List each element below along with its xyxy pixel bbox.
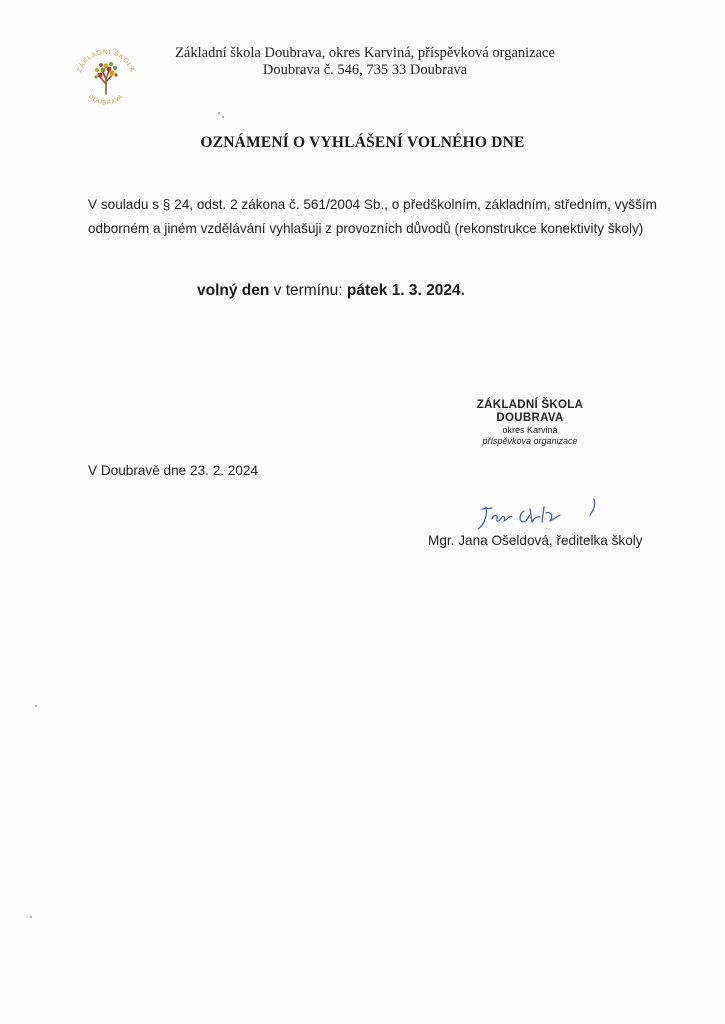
scan-speck — [35, 705, 37, 707]
signatory-name: Mgr. Jana Ošeldová, ředitelka školy — [428, 533, 643, 548]
logo-arc-text-top: ZÁKLADNÍ ŠKOLA — [76, 48, 136, 74]
svg-text:ZÁKLADNÍ ŠKOLA — [76, 47, 135, 73]
signature-icon — [470, 495, 610, 535]
scan-speck — [218, 112, 220, 114]
svg-text:DOUBRAVA — [87, 94, 125, 107]
scan-speck — [222, 116, 224, 118]
decree-term-label: v termínu: — [269, 282, 347, 299]
body-paragraph — [88, 193, 658, 241]
decree-line — [197, 282, 465, 300]
school-logo — [70, 44, 142, 110]
scan-speck — [30, 916, 32, 918]
stamp-line-2: DOUBRAVA — [496, 412, 564, 424]
logo-arc-text-bottom: DOUBRAVA — [87, 93, 125, 107]
header-school-name: Základní škola Doubrava, okres Karviná, příspěvková organizace — [175, 45, 555, 61]
stamp-line-4: příspěvková organizace — [482, 436, 578, 446]
decree-date: pátek 1. 3. 2024. — [346, 282, 465, 299]
school-header — [150, 45, 580, 79]
body-line-2: odborném a jiném vzdělávání vyhlašuji z provozních důvodů (rekonstrukce konektivity školy) — [88, 221, 644, 236]
document-title: OZNÁMENÍ O VYHLÁŠENÍ VOLNÉHO DNE — [200, 134, 525, 151]
header-school-address: Doubrava č. 546, 735 33 Doubrava — [262, 62, 468, 78]
handwritten-signature — [470, 495, 610, 535]
stamp-line-3: okres Karviná — [502, 425, 558, 435]
body-line-1: V souladu s § 24, odst. 2 zákona č. 561/2004 Sb., o předškolním, základním, středním, vyšším — [88, 197, 657, 212]
school-stamp — [455, 399, 605, 447]
stamp-line-1: ZÁKLADNÍ ŠKOLA — [476, 399, 584, 411]
decree-free-day: volný den — [197, 282, 270, 299]
place-and-date: V Doubravě dne 23. 2. 2024 — [88, 463, 259, 478]
school-logo-tree-icon — [70, 44, 142, 110]
